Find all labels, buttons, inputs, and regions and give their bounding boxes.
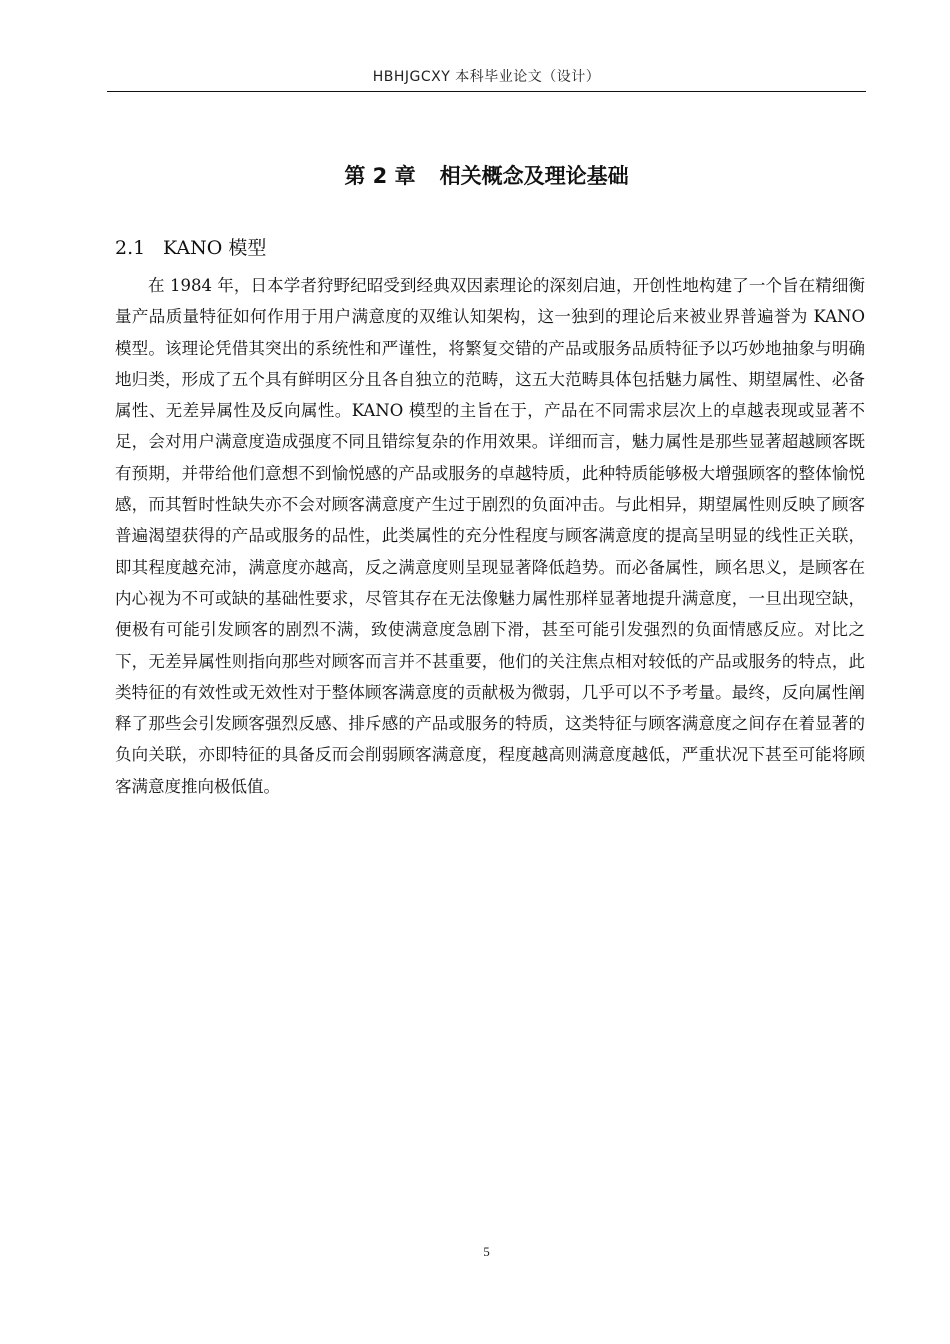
page-header: HBHJGCXY 本科毕业论文（设计） — [372, 69, 601, 85]
section-number: 2.1 — [115, 237, 146, 259]
chapter-number: 第 2 章 — [344, 164, 416, 188]
header-divider — [107, 91, 866, 92]
section-title: KANO 模型 — [163, 237, 267, 259]
chapter-title: 相关概念及理论基础 — [439, 164, 629, 188]
page-number: 5 — [483, 1244, 490, 1259]
section-heading — [115, 233, 266, 260]
chapter-heading — [107, 160, 866, 190]
body-paragraph: 在 1984 年，日本学者狩野纪昭受到经典双因素理论的深刻启迪，开创性地构建了一个旨在精细衡量产品质量特征如何作用于用户满意度的双维认知架构，这一独到的理论后来被业界普遍誉为 KANO 模型。该理论凭借其突出的系统性和严谨性，将繁复交错的产品或服务品质特征予以巧妙地抽象与明确地归类，形成了五个具有鲜明区分且各自独立的范畴，这五大范畴具体包括魅力属性、期望属性、必备属性、无差异属性及反向属性。KANO 模型的主旨在于，产品在不同需求层次上的卓越表现或显著不足，会对用户满意度造成强度不同且错综复杂的作用效果。详细而言，魅力属性是那些显著超越顾客既有预期，并带给他们意想不到愉悦感的产品或服务的卓越特质，此种特质能够极大增强顾客的整体愉悦感，而其暂时性缺失亦不会对顾客满意度产生过于剧烈的负面冲击。与此相异，期望属性则反映了顾客普遍渴望获得的产品或服务的品性，此类属性的充分性程度与顾客满意度的提高呈明显的线性正关联，即其程度越充沛，满意度亦越高，反之满意度则呈现显著降低趋势。而必备属性，顾名思义，是顾客在内心视为不可或缺的基础性要求，尽管其存在无法像魅力属性那样显著地提升满意度，一旦出现空缺，便极有可能引发顾客的剧烈不满，致使满意度急剧下滑，甚至可能引发强烈的负面情感反应。对比之下，无差异属性则指向那些对顾客而言并不甚重要，他们的关注焦点相对较低的产品或服务的特点，此类特征的有效性或无效性对于整体顾客满意度的贡献极为微弱，几乎可以不予考量。最终，反向属性阐释了那些会引发顾客强烈反感、排斥感的产品或服务的特质，这类特征与顾客满意度之间存在着显著的负向关联，亦即特征的具备反而会削弱顾客满意度，程度越高则满意度越低，严重状况下甚至可能将顾客满意度推向极低值。 — [115, 276, 865, 796]
